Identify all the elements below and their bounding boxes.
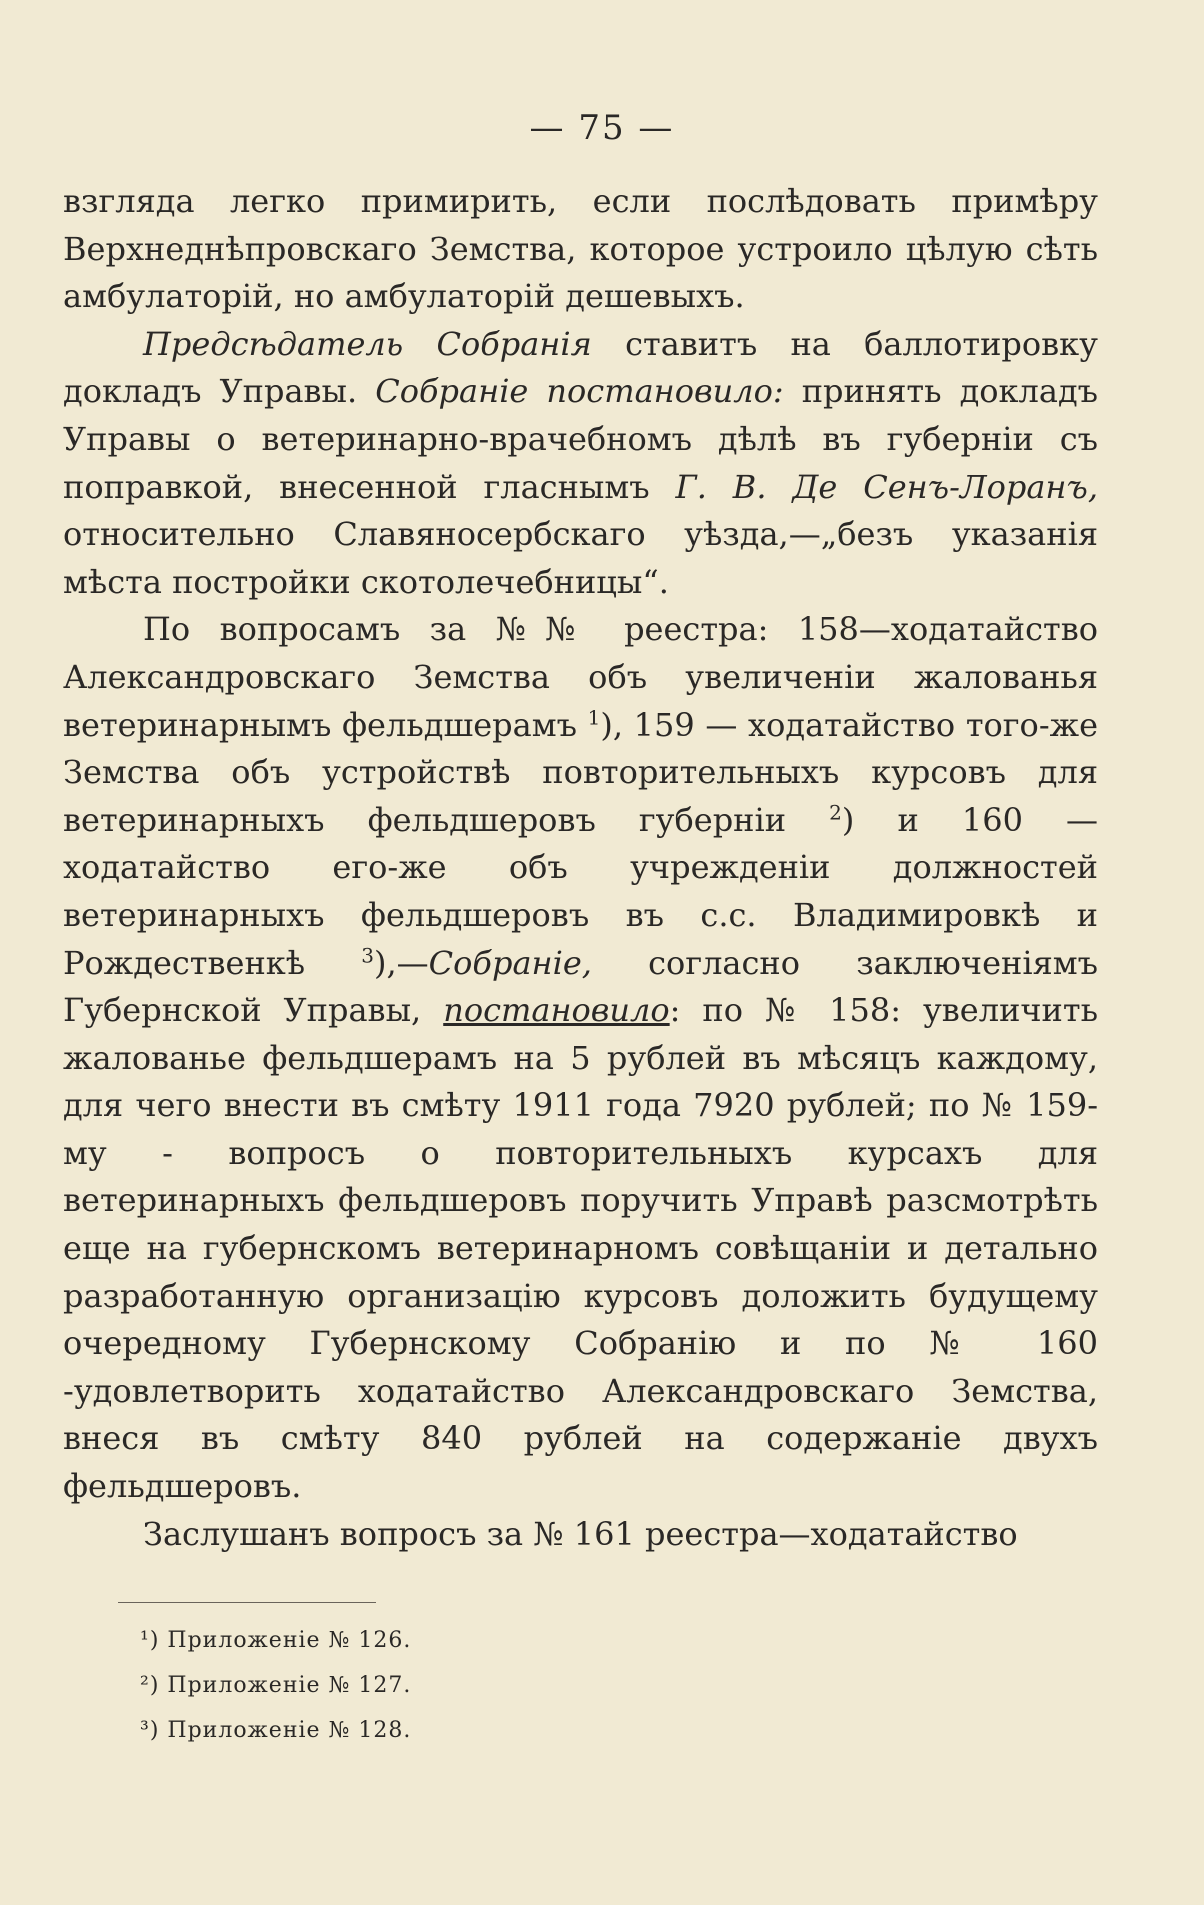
- paragraph-3: [63, 606, 1098, 1510]
- underlined-italic-phrase: постановило: [443, 991, 670, 1030]
- footnote-divider: [118, 1602, 376, 1603]
- text-run: согласно заключеніямъ Губернской Управы,: [63, 943, 1099, 1030]
- italic-phrase: Собраніе,: [428, 943, 592, 982]
- footnote-2: [140, 1663, 411, 1708]
- italic-phrase: Предсѣдатель Собранія: [143, 324, 592, 363]
- footnote-marker: ²): [140, 1673, 160, 1698]
- footnote-1: [140, 1618, 411, 1663]
- body-text: [63, 178, 1098, 1558]
- text-run: ),—: [374, 943, 429, 982]
- paragraph-1: [63, 178, 1098, 321]
- footnote-reference: 2: [829, 800, 842, 825]
- footnotes: [140, 1618, 411, 1753]
- footnote-marker: ³): [140, 1718, 160, 1743]
- italic-phrase: Г. В. Де Сенъ-Лоранъ,: [675, 467, 1099, 506]
- text-run: Заслушанъ вопросъ за № 161 реестра—ходатайство: [143, 1514, 1018, 1553]
- italic-phrase: Собраніе постановило:: [375, 372, 784, 411]
- text-run: ), 159 — ходатайство того-же Земства объ устройствѣ повторительныхъ курсовъ для ветеринарныхъ фельдшеровъ губерніи: [63, 705, 1099, 839]
- footnote-reference: 3: [361, 942, 375, 967]
- paragraph-4: [63, 1511, 1098, 1559]
- footnote-reference: 1: [587, 704, 601, 729]
- text-run: ставитъ на баллотировку докладъ Управы.: [63, 324, 1099, 411]
- text-run: взгляда легко примирить, если послѣдовать примѣру Верхнеднѣпровскаго Земства, которое устроило цѣлую сѣть амбулаторій, но амбулаторій дешевыхъ.: [63, 182, 1098, 316]
- text-run: По вопросамъ за №№ реестра: 158—ходатайство Александровскаго Земства объ увеличеніи жалованья ветеринарнымъ фельдшерамъ: [63, 610, 1098, 744]
- footnote-3: [140, 1708, 411, 1753]
- text-run: относительно Славяносербскаго уѣзда,—„безъ указанія мѣста постройки скотолечебницы“.: [63, 515, 1098, 601]
- page-number: — 75 —: [529, 108, 675, 148]
- paragraph-2: [63, 321, 1098, 607]
- footnote-text: Приложеніе № 127.: [167, 1673, 412, 1698]
- text-run: ) и 160 — ходатайство его-же объ учрежденіи должностей ветеринарныхъ фельдшеровъ въ с.с. Владимировкѣ и Рождественкѣ: [63, 800, 1099, 982]
- footnote-text: Приложеніе № 128.: [167, 1718, 412, 1743]
- text-run: принять докладъ Управы о ветеринарно-врачебномъ дѣлѣ въ губерніи съ поправкой, внесенной гласнымъ: [63, 372, 1099, 506]
- text-run: : по № 158: увеличить жалованье фельдшерамъ на 5 рублей въ мѣсяцъ каждому, для чего внести въ смѣту 1911 года 7920 рублей; по № 159-му - вопросъ о повторительныхъ курсахъ для ветеринарныхъ фельдшеровъ поручить Управѣ разсмотрѣть еще на губернскомъ ветеринарномъ совѣщаніи и детально разработанную организацію курсовъ доложить будущему очередному Губернскому Собранію и по № 160 -удовлетворить ходатайство Александровскаго Земства, внеся въ смѣту 840 рублей на содержаніе двухъ фельдшеровъ.: [63, 991, 1099, 1506]
- footnote-marker: ¹): [140, 1628, 160, 1653]
- footnote-text: Приложеніе № 126.: [167, 1628, 412, 1653]
